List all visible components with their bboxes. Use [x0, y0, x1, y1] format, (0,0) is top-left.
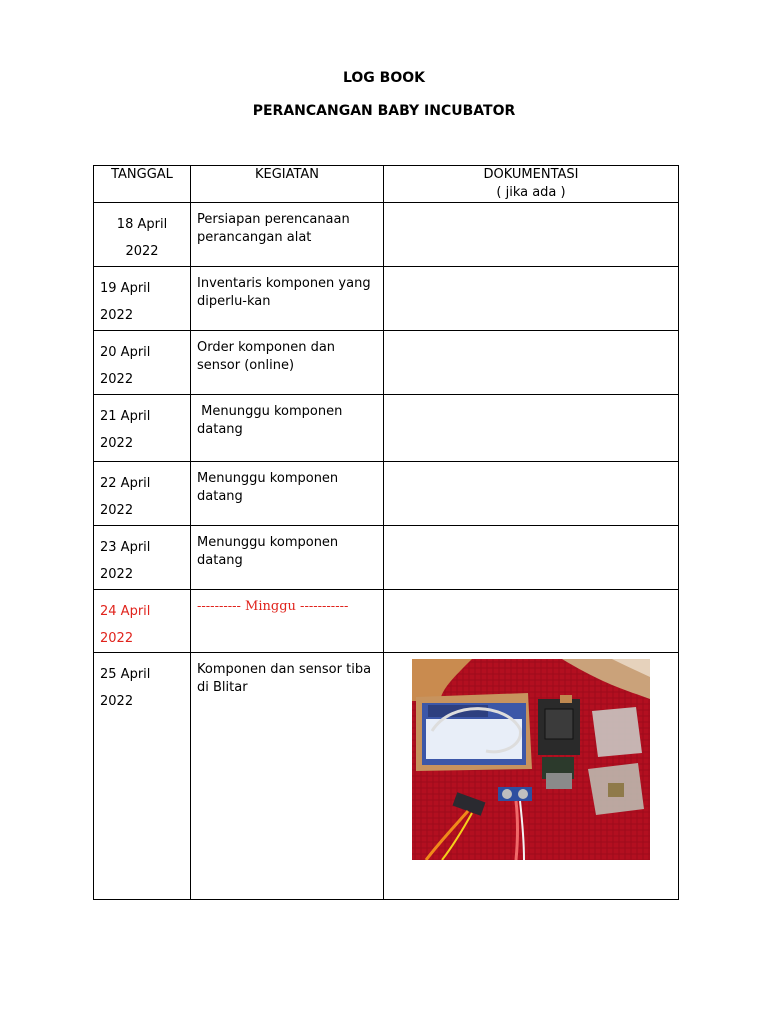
date-day: 25 April — [100, 667, 151, 682]
date-cell — [94, 653, 191, 900]
date-day: 21 April — [100, 409, 151, 424]
documentation-cell — [384, 526, 679, 590]
activity-cell: ---------- Minggu ----------- — [191, 590, 384, 653]
date-year: 2022 — [100, 503, 134, 518]
documentation-cell — [384, 590, 679, 653]
log-table — [93, 165, 679, 900]
date-cell — [94, 590, 191, 653]
documentation-cell — [384, 203, 679, 267]
date-cell — [94, 395, 191, 462]
activity-cell: Persiapan perencanaan perancangan alat — [191, 203, 384, 267]
date-day: 18 April — [116, 217, 168, 232]
activity-cell: Menunggu komponen datang — [191, 526, 384, 590]
header-kegiatan: KEGIATAN — [191, 166, 384, 203]
documentation-cell — [384, 267, 679, 331]
date-day: 19 April — [100, 281, 151, 296]
header-dokumentasi-note: ( jika ada ) — [496, 185, 566, 200]
documentation-cell — [384, 462, 679, 526]
documentation-cell — [384, 653, 679, 900]
activity-cell: Inventaris komponen yang diperlu-kan — [191, 267, 384, 331]
header-dokumentasi — [384, 166, 679, 203]
table-row — [94, 653, 679, 900]
date-year: 2022 — [100, 436, 134, 451]
activity-cell: Order komponen dan sensor (online) — [191, 331, 384, 395]
date-cell — [94, 331, 191, 395]
date-cell — [94, 203, 191, 267]
date-cell — [94, 526, 191, 590]
table-header-row — [94, 166, 679, 203]
date-day: 23 April — [100, 540, 151, 555]
table-row — [94, 267, 679, 331]
date-year: 2022 — [100, 567, 134, 582]
document-title: LOG BOOK — [342, 70, 425, 86]
documentation-photo — [412, 659, 650, 860]
date-year: 2022 — [100, 308, 134, 323]
table-row — [94, 462, 679, 526]
date-day: 22 April — [100, 476, 151, 491]
date-day: 24 April — [100, 604, 151, 619]
header-tanggal: TANGGAL — [94, 166, 191, 203]
table-row — [94, 203, 679, 267]
date-year: 2022 — [125, 244, 159, 259]
date-cell — [94, 462, 191, 526]
document-subtitle: PERANCANGAN BABY INCUBATOR — [252, 103, 516, 119]
activity-cell: Komponen dan sensor tiba di Blitar — [191, 653, 384, 900]
table-row — [94, 526, 679, 590]
documentation-cell — [384, 331, 679, 395]
date-year: 2022 — [100, 631, 134, 646]
documentation-cell — [384, 395, 679, 462]
date-year: 2022 — [100, 372, 134, 387]
table-row — [94, 395, 679, 462]
date-cell — [94, 267, 191, 331]
table-row — [94, 331, 679, 395]
date-day: 20 April — [100, 345, 151, 360]
activity-cell: Menunggu komponen datang — [191, 395, 384, 462]
activity-cell: Menunggu komponen datang — [191, 462, 384, 526]
date-year: 2022 — [100, 694, 134, 709]
header-dokumentasi-label: DOKUMENTASI — [483, 167, 579, 182]
table-row-sunday — [94, 590, 679, 653]
